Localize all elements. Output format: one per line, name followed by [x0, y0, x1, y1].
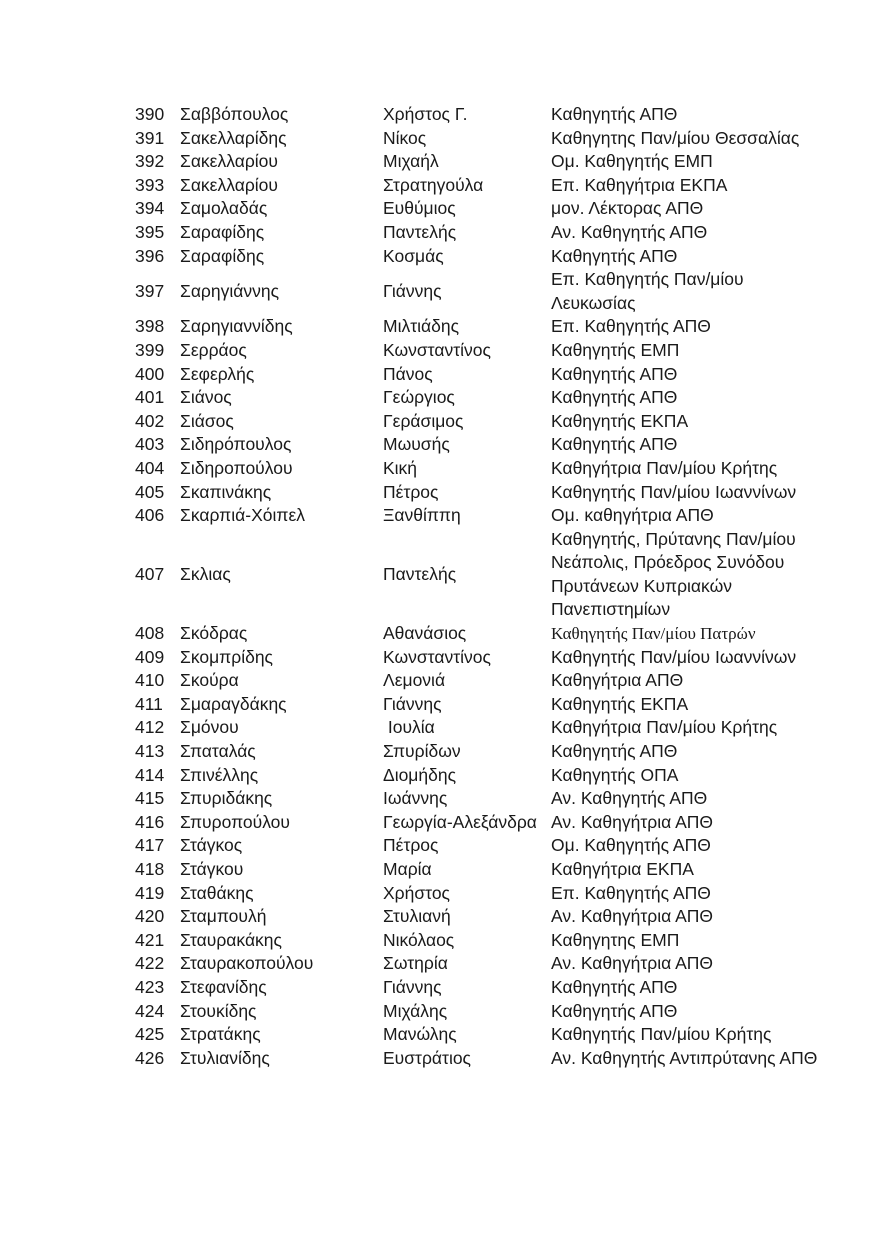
table-row	[135, 622, 824, 646]
cell-number: 420	[135, 906, 165, 927]
cell-first-name: Γεράσιμος	[383, 410, 464, 431]
cell-surname: Σαρηγιάννης	[180, 280, 280, 301]
cell-number: 402	[135, 410, 165, 431]
cell-title: μον. Λέκτορας ΑΠΘ	[551, 198, 704, 219]
table-row	[135, 905, 824, 929]
table-row	[135, 716, 824, 740]
cell-surname: Στεφανίδης	[180, 976, 267, 997]
cell-number: 390	[135, 104, 165, 124]
table-row	[135, 1000, 824, 1024]
table-row	[135, 457, 824, 481]
cell-title: Καθηγητής ΕΚΠΑ	[551, 693, 689, 714]
table-row	[135, 315, 824, 339]
cell-title: Αν. Καθηγήτρια ΑΠΘ	[551, 906, 714, 927]
cell-surname: Σιάσος	[180, 410, 234, 431]
cell-first-name: Γιάννης	[383, 693, 442, 714]
table-row	[135, 174, 824, 198]
cell-surname: Σεφερλής	[180, 363, 255, 384]
cell-number: 413	[135, 741, 165, 762]
cell-first-name: Παντελής	[383, 564, 457, 585]
cell-first-name: Πέτρος	[383, 481, 439, 502]
cell-number: 424	[135, 1000, 165, 1021]
cell-surname: Σιάνος	[180, 387, 232, 408]
table-row	[135, 646, 824, 670]
table-row	[135, 740, 824, 764]
table-row	[135, 528, 824, 622]
cell-title: Καθηγητής Παν/μίου Κρήτης	[551, 1024, 772, 1045]
cell-surname: Σκόδρας	[180, 623, 248, 644]
cell-surname: Στάγκος	[180, 835, 243, 856]
cell-title: Καθηγητής ΑΠΘ	[551, 363, 678, 384]
faculty-roster-table	[135, 103, 824, 1070]
table-row	[135, 976, 824, 1000]
cell-first-name: Μιχαήλ	[383, 151, 439, 172]
cell-title: Καθηγήτρια ΕΚΠΑ	[551, 859, 694, 879]
table-row	[135, 504, 824, 528]
cell-first-name: Κωνσταντίνος	[383, 339, 491, 360]
cell-surname: Σκομπρίδης	[180, 646, 273, 667]
cell-surname: Σακελλαρίου	[180, 174, 278, 195]
cell-title: Καθηγήτρια ΑΠΘ	[551, 670, 684, 691]
cell-title: Καθηγητής ΑΠΘ	[551, 104, 678, 124]
table-row	[135, 150, 824, 174]
table-row	[135, 245, 824, 269]
cell-surname: Σκαρπιά-Χόιπελ	[180, 505, 306, 526]
table-row	[135, 386, 824, 410]
cell-title: Καθηγητης ΕΜΠ	[551, 929, 680, 950]
cell-first-name: Κική	[383, 457, 418, 478]
cell-first-name: Σωτηρία	[383, 953, 448, 974]
cell-surname: Σταθάκης	[180, 882, 254, 903]
cell-surname: Στρατάκης	[180, 1024, 261, 1045]
cell-first-name: Μιλτιάδης	[383, 316, 460, 337]
cell-first-name: Λεμονιά	[383, 670, 446, 691]
table-row	[135, 410, 824, 434]
cell-title: Καθηγητης Παν/μίου Θεσσαλίας	[551, 127, 800, 148]
cell-title: Καθηγητής Παν/μίου Πατρών	[551, 624, 756, 644]
cell-number: 416	[135, 811, 165, 832]
cell-first-name: Μιχάλης	[383, 1000, 448, 1021]
cell-title: Ομ. καθηγήτρια ΑΠΘ	[551, 505, 714, 526]
cell-surname: Σαββόπουλος	[180, 104, 289, 124]
cell-surname: Σαρηγιαννίδης	[180, 316, 293, 337]
cell-number: 421	[135, 929, 165, 950]
table-row	[135, 669, 824, 693]
cell-first-name: Αθανάσιος	[383, 623, 467, 644]
cell-first-name: Κοσμάς	[383, 245, 444, 266]
cell-surname: Σιδηρόπουλος	[180, 434, 292, 455]
cell-first-name: Χρήστος Γ.	[383, 104, 468, 124]
cell-surname: Σαραφίδης	[180, 245, 265, 266]
table-row	[135, 481, 824, 505]
table-row	[135, 764, 824, 788]
cell-number: 425	[135, 1024, 165, 1045]
cell-surname: Στουκίδης	[180, 1000, 257, 1021]
cell-surname: Στάγκου	[180, 859, 244, 879]
cell-title: Καθηγήτρια Παν/μίου Κρήτης	[551, 457, 778, 478]
table-row	[135, 433, 824, 457]
cell-first-name: Σπυρίδων	[383, 741, 461, 762]
cell-surname: Σερράος	[180, 339, 247, 360]
cell-first-name: Διομήδης	[383, 764, 457, 785]
cell-surname: Σαμολαδάς	[180, 198, 268, 219]
cell-first-name: Μαρία	[383, 859, 432, 879]
table-row	[135, 952, 824, 976]
cell-number: 397	[135, 280, 165, 301]
cell-number: 410	[135, 670, 165, 691]
cell-first-name: Κωνσταντίνος	[383, 646, 491, 667]
cell-title: Καθηγητής ΑΠΘ	[551, 245, 678, 266]
cell-title: Αν. Καθηγήτρια ΑΠΘ	[551, 811, 714, 832]
cell-number: 391	[135, 127, 165, 148]
cell-title: Καθηγητής ΑΠΘ	[551, 387, 678, 408]
cell-title: Ομ. Καθηγητής ΕΜΠ	[551, 151, 713, 172]
cell-number: 396	[135, 245, 165, 266]
cell-number: 419	[135, 882, 165, 903]
cell-surname: Στυλιανίδης	[180, 1047, 270, 1068]
table-row	[135, 1047, 824, 1071]
cell-title: Επ. Καθηγητής Παν/μίου Λευκωσίας	[551, 269, 744, 313]
cell-number: 395	[135, 221, 165, 242]
cell-first-name: Μανώλης	[383, 1024, 457, 1045]
cell-first-name: Γεώργιος	[383, 387, 455, 408]
cell-title: Καθηγητής Παν/μίου Ιωαννίνων	[551, 646, 797, 667]
cell-number: 417	[135, 835, 165, 856]
cell-first-name: Ευστράτιος	[383, 1047, 471, 1068]
cell-surname: Σπυριδάκης	[180, 788, 273, 809]
table-row	[135, 834, 824, 858]
cell-title: Καθηγητής, Πρύτανης Παν/μίου Νεάπολις, Πρόεδρος Συνόδου Πρυτάνεων Κυπριακών Πανεπιστημίων	[551, 528, 796, 620]
table-row	[135, 268, 824, 315]
cell-number: 426	[135, 1047, 165, 1068]
table-row	[135, 811, 824, 835]
table-row	[135, 787, 824, 811]
cell-first-name: Παντελής	[383, 221, 457, 242]
cell-title: Αν. Καθηγητής ΑΠΘ	[551, 788, 708, 809]
cell-surname: Σκλιας	[180, 564, 231, 585]
cell-title: Ομ. Καθηγητής ΑΠΘ	[551, 835, 711, 856]
cell-number: 392	[135, 151, 165, 172]
cell-first-name: Στρατηγούλα	[383, 174, 484, 195]
cell-surname: Σπυροπούλου	[180, 811, 290, 832]
cell-first-name: Στυλιανή	[383, 906, 451, 927]
cell-first-name: Γεωργία-Αλεξάνδρα	[383, 811, 537, 832]
cell-surname: Σπαταλάς	[180, 741, 256, 762]
cell-surname: Σμόνου	[180, 717, 239, 738]
cell-number: 405	[135, 481, 165, 502]
cell-title: Καθηγητής ΑΠΘ	[551, 1000, 678, 1021]
cell-title: Καθηγητής ΑΠΘ	[551, 434, 678, 455]
cell-first-name: Πάνος	[383, 363, 433, 384]
cell-number: 418	[135, 859, 165, 879]
cell-number: 407	[135, 564, 165, 585]
cell-number: 401	[135, 387, 165, 408]
cell-number: 394	[135, 198, 165, 219]
cell-title: Καθηγητής ΕΚΠΑ	[551, 410, 689, 431]
cell-number: 409	[135, 646, 165, 667]
cell-number: 406	[135, 505, 165, 526]
cell-surname: Σταμπουλή	[180, 906, 267, 927]
table-row	[135, 221, 824, 245]
cell-first-name: Πέτρος	[383, 835, 439, 856]
cell-first-name: Γιάννης	[383, 976, 442, 997]
cell-number: 399	[135, 339, 165, 360]
cell-title: Καθηγήτρια Παν/μίου Κρήτης	[551, 717, 778, 738]
table-row	[135, 197, 824, 221]
cell-surname: Σκαπινάκης	[180, 481, 272, 502]
cell-first-name: Νικόλαος	[383, 929, 455, 950]
cell-surname: Σιδηροπούλου	[180, 457, 293, 478]
cell-title: Καθηγητής ΑΠΘ	[551, 741, 678, 762]
cell-title: Αν. Καθηγητής Αντιπρύτανης ΑΠΘ	[551, 1047, 818, 1068]
cell-number: 403	[135, 434, 165, 455]
table-row	[135, 339, 824, 363]
cell-surname: Σταυρακοπούλου	[180, 953, 314, 974]
cell-number: 400	[135, 363, 165, 384]
cell-surname: Σακελλαρίου	[180, 151, 278, 172]
cell-number: 422	[135, 953, 165, 974]
cell-surname: Σακελλαρίδης	[180, 127, 287, 148]
cell-first-name: Χρήστος	[383, 882, 450, 903]
cell-title: Καθηγητής ΑΠΘ	[551, 976, 678, 997]
cell-number: 404	[135, 457, 165, 478]
cell-first-name: Ιουλία	[383, 717, 435, 738]
table-row	[135, 1023, 824, 1047]
cell-surname: Σπινέλλης	[180, 764, 259, 785]
cell-title: Επ. Καθηγήτρια ΕΚΠΑ	[551, 174, 728, 195]
cell-surname: Σαραφίδης	[180, 221, 265, 242]
cell-title: Αν. Καθηγητής ΑΠΘ	[551, 221, 708, 242]
cell-number: 393	[135, 174, 165, 195]
cell-first-name: Ευθύμιος	[383, 198, 456, 219]
cell-title: Επ. Καθηγητής ΑΠΘ	[551, 882, 711, 903]
table-row	[135, 103, 824, 127]
table-row	[135, 882, 824, 906]
cell-number: 408	[135, 623, 165, 644]
table-row	[135, 363, 824, 387]
cell-title: Καθηγητής Παν/μίου Ιωαννίνων	[551, 481, 797, 502]
cell-surname: Σμαραγδάκης	[180, 693, 287, 714]
cell-number: 423	[135, 976, 165, 997]
cell-number: 398	[135, 316, 165, 337]
cell-surname: Σκούρα	[180, 670, 239, 691]
cell-surname: Σταυρακάκης	[180, 929, 282, 950]
table-row	[135, 929, 824, 953]
cell-first-name: Μωυσής	[383, 434, 450, 455]
cell-number: 414	[135, 764, 165, 785]
cell-title: Επ. Καθηγητής ΑΠΘ	[551, 316, 711, 337]
cell-number: 412	[135, 717, 165, 738]
cell-title: Αν. Καθηγήτρια ΑΠΘ	[551, 953, 714, 974]
cell-number: 415	[135, 788, 165, 809]
cell-first-name: Γιάννης	[383, 280, 442, 301]
table-row	[135, 127, 824, 151]
cell-first-name: Ιωάννης	[383, 788, 448, 809]
cell-first-name: Ξανθίππη	[383, 505, 461, 526]
cell-title: Καθηγητής ΟΠΑ	[551, 764, 679, 785]
cell-first-name: Νίκος	[383, 127, 427, 148]
table-row	[135, 693, 824, 717]
table-row	[135, 858, 824, 882]
cell-number: 411	[135, 693, 163, 714]
cell-title: Καθηγητής ΕΜΠ	[551, 339, 680, 360]
